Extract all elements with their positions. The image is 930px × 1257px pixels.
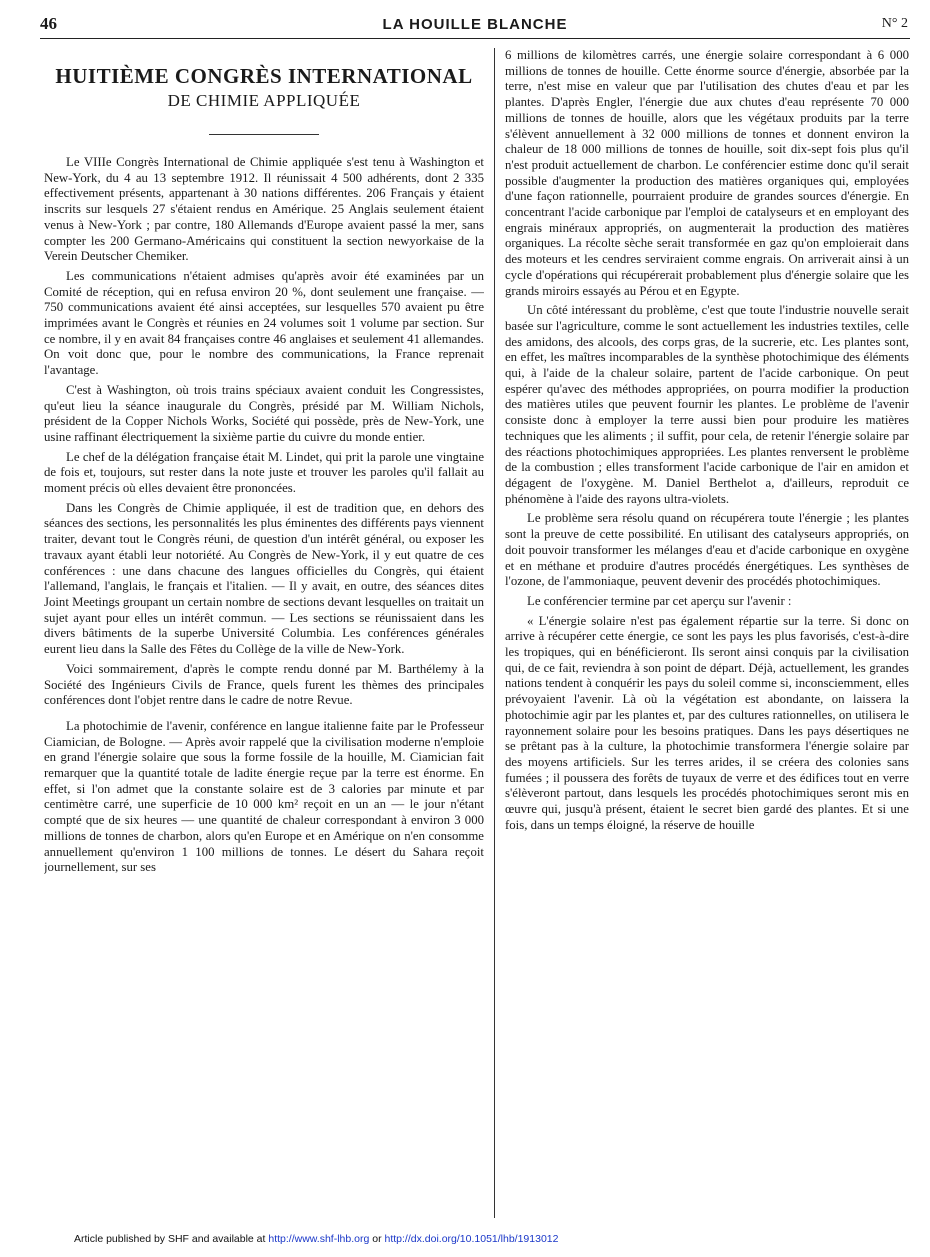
article-subtitle: DE CHIMIE APPLIQUÉE — [167, 91, 361, 110]
paragraph: Le chef de la délégation française était M. Lindet, qui prit la parole une vingtaine de fois et, toujours, sut rester dans la note juste et trouver les paroles qu'il fallait au moment précis où elles devaient être prononcées. — [44, 449, 484, 496]
paragraph: Voici sommairement, d'après le compte rendu donné par M. Barthélemy à la Société des Ingénieurs Civils de France, quels furent les thèmes des principales conférences dont l'objet rentre dans le cadre de notre Revue. — [44, 661, 484, 708]
paragraph: Le VIIIe Congrès International de Chimie appliquée s'est tenu à Washington et New-York, du 4 au 13 septembre 1912. Il réunissait 4 500 adhérents, dont 2 335 effectivement présents, appartenant à 30 nations différentes. 206 Français y étaient inscrits sur lesquels 27 s'étaient rendus en Amérique. 25 Anglais seulement étaient venus à New-York ; par contre, 180 Allemands d'Europe avaient passé la mer, sans compter les 200 Germano-Américains qui constituent la section newyorkaise de la Verein Deutscher Chemiker. — [44, 155, 484, 264]
column-divider — [494, 48, 495, 1218]
footer-link-doi[interactable]: http://dx.doi.org/10.1051/lhb/1913012 — [384, 1233, 559, 1245]
page-header — [40, 12, 910, 39]
paragraph: 6 millions de kilomètres carrés, une énergie solaire correspondant à 6 000 millions de tonnes de houille. Cette énorme source d'énergie, absorbée par la terre, n'est mise en valeur que par l'utilisation des chutes d'eau et par les plantes. D'après Engler, l'énergie due aux chutes d'eau représente 70 000 millions de tonnes de houille, alors que les végétaux produits par la terre s'élèvent annuellement à 32 000 millions de tonnes et donnent environ la chaleur de 18 000 millions de tonnes de houille, soit dix-sept fois plus qu'il n'est produit actuellement de charbon. Le conférencier estime donc qu'il serait possible d'augmenter la production des matières organiques qui, employées d'une façon rationnelle, pourraient produire de grandes sources d'énergie. En concentrant l'acide carbonique par l'emploi de catalyseurs et en employant des engrais minéraux appropriés, on augmenterait la production des matières organiques. La récolte sèche serait transformée en gaz qu'on emploierait dans des moteurs et les cendres serviraient comme engrais. On arriverait ainsi à un cycle d'opérations qui récupérerait probablement plus d'énergie solaire que les grands miroirs essayés au Pérou et en Egypte. — [505, 48, 909, 298]
journal-title: LA HOUILLE BLANCHE — [382, 16, 568, 33]
paragraph: Les communications n'étaient admises qu'après avoir été examinées par un Comité de réception, qui en refusa environ 20 %, dont seulement une française. — 750 communications avaient été ainsi acceptées, sur lesquelles 570 avaient pu être imprimées avant le Congrès et réunies en 24 volumes soit 1 volume par section. Sur ce nombre, il y en avait 84 françaises contre 46 anglaises et seulement 41 allemandes. On voit donc que, pour le nombre des communications, la France reprenait l'avantage. — [44, 268, 484, 378]
footer-text-or: or — [369, 1233, 385, 1245]
paragraph: Le problème sera résolu quand on récupérera toute l'énergie ; les plantes sont la preuve de cette possibilité. En utilisant des catalyseurs appropriés, on doit pouvoir transformer les mélanges d'eau et d'acide carbonique en oxygène et en méthane et produire d'autres procédés énergétiques. Les synthèses de l'ozone, de l'ammoniaque, peuvent devenir des procédés photochimiques. — [505, 511, 909, 589]
page-number: 46 — [40, 14, 57, 33]
paragraph: Le conférencier termine par cet aperçu sur l'avenir : — [527, 593, 792, 608]
footer-link-site[interactable]: http://www.shf-lhb.org — [268, 1233, 370, 1245]
paragraph: C'est à Washington, où trois trains spéciaux avaient conduit les Congressistes, qu'eut lieu la séance inaugurale du Congrès, présidé par M. William Nichols, président de la Copper Nichols Works, Société qui possède, près de New-York, une usine raffinant électriquement la sixième partie du cuivre du monde entier. — [44, 382, 484, 444]
paragraph: « L'énergie solaire n'est pas également répartie sur la terre. Si donc on arrive à récupérer cette énergie, ce sont les pays les plus favorisés, c'est-à-dire les tropiques, qui en bénéficieront. Ils seront ainsi conquis par la civilisation qui, de ce fait, reviendra à son point de départ. Déjà, actuellement, les grandes nations tendent à conquérir les pays du soleil comme si, inconsciemment, elles prévoyaient l'avenir. Là où la végétation est abondante, on laissera la photochimie agir par les plantes et, par des cultures rationnelles, on utilisera le rayonnement solaire pour les besoins pratiques. Dans les pays désertiques ne se prêtant pas à la culture, la photochimie transformera l'énergie solaire par des moyens artificiels. Sur les terres arides, il se créera des colonies sans fumées ; il poussera des forêts de tuyaux de verre et des édifices tout en verre s'élèveront partout, dans lesquels les procédés photochimiques seront mis en œuvre qui, jusqu'à présent, étaient le secret bien gardé des plantes. Et si une fois, dans un temps éloigné, la réserve de houille — [505, 613, 909, 832]
issue-number: N° 2 — [881, 16, 908, 31]
right-column — [505, 48, 909, 1220]
article-title: HUITIÈME CONGRÈS INTERNATIONAL — [55, 64, 473, 88]
paragraph: Dans les Congrès de Chimie appliquée, il est de tradition que, en dehors des séances des sections, les personnalités les plus éminentes des différents pays viennent traiter, devant tout le Congrès réuni, de question d'un intérêt général, ou exposer les travaux ayant établi leur notoriété. Au Congrès de New-York, il y eut quatre de ces conférences : une dans chacune des langues officielles du Congrès, qui étaient l'allemand, l'anglais, le français et l'italien. — Il y avait, en outre, des séances dites Joint Meetings groupant un certain nombre de sections devant lesquelles on traitait un sujet ayant pour elles un intérêt commun. — Les sections se réunissaient dans les divers bâtiments de la superbe Université Columbia. Les conférences générales eurent lieu dans la Salle des Fêtes du Collège de la ville de New-York. — [44, 500, 484, 657]
left-column — [44, 48, 484, 1220]
page-footer — [74, 1233, 558, 1245]
title-rule — [209, 134, 319, 135]
footer-text: Article published by SHF and available at — [74, 1233, 269, 1245]
paragraph: La photochimie de l'avenir, conférence en langue italienne faite par le Professeur Ciamician, de Bologne. — Après avoir rappelé que la civilisation moderne n'emploie en grand l'énergie solaire que sous la forme fossile de la houille, M. Ciamician fait remarquer que la quantité totale de ladite énergie reçue par la terre est énorme. En effet, si l'on admet que la constante solaire est de 3 calories par minute et par centimètre carré, une superficie de 10 000 km² reçoit en un an — le jour n'étant compté que de six heures — une quantité de chaleur correspondant à environ 3 000 millions de tonnes de charbon, alors qu'en Europe et en Amérique on n'en consomme annuellement qu'environ 1 100 millions de tonnes. Le désert du Sahara reçoit journellement, sur ses — [44, 718, 484, 875]
paragraph: Un côté intéressant du problème, c'est que toute l'industrie nouvelle serait basée sur l'agriculture, comme le sont actuellement les industries textiles, celle des amidons, des alcools, des corps gras, de la sucrerie, etc. Les plantes sont, en effet, les maîtres incomparables de la synthèse photochimique des éléments qui, à l'aide de la chaleur solaire, partent de l'acide carbonique. On peut espérer qu'avec des méthodes appropriées, on pourra modifier la production des matières utiles que peuvent fournir les plantes. Le problème de l'avenir consiste donc à employer la terre aussi bien pour produire les matières techniques que les aliments ; il suffit, pour cela, de retenir l'énergie solaire par des réactions photochimiques appropriées. Les plantes renversent le problème de la combustion ; elles transforment l'acide carbonique de l'air en amidon et dégagent de l'oxygène. M. Daniel Berthelot a, d'ailleurs, reproduit ce phénomène à l'aide des rayons ultra-violets. — [505, 303, 909, 506]
